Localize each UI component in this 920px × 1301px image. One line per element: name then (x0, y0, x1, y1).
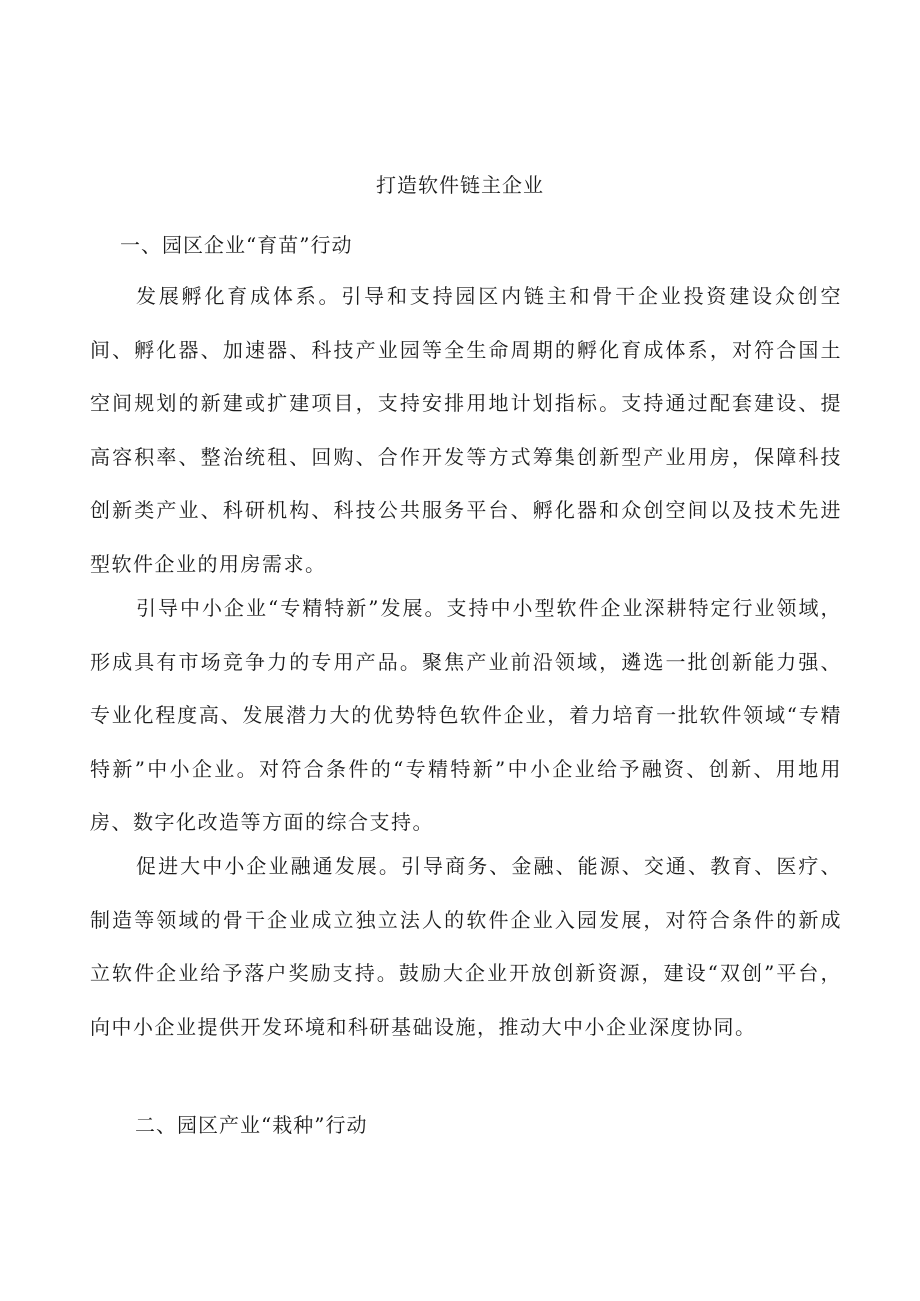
section-heading-2: 二、园区产业“栽种”行动 (135, 1113, 368, 1137)
paragraph-incubation: 发展孵化育成体系。引导和支持园区内链主和骨干企业投资建设众创空间、孵化器、加速器、科技产业园等全生命周期的孵化育成体系，对符合国土空间规划的新建或扩建项目，支持安排用地计划指标。支持通过配套建设、提高容积率、整治统租、回购、合作开发等方式筹集创新型产业用房，保障科技创新类产业、科研机构、科技公共服务平台、孵化器和众创空间以及技术先进型软件企业的用房需求。 (90, 284, 842, 576)
document-title: 打造软件链主企业 (376, 173, 544, 197)
paragraph-integrated-development: 促进大中小企业融通发展。引导商务、金融、能源、交通、教育、医疗、制造等领域的骨干企业成立独立法人的软件企业入园发展，对符合条件的新成立软件企业给予落户奖励支持。鼓励大企业开放创新资源，建设“双创”平台，向中小企业提供开发环境和科研基础设施，推动大中小企业深度协同。 (90, 854, 842, 1039)
section-heading-1: 一、园区企业“育苗”行动 (120, 233, 353, 257)
paragraph-specialized-smes: 引导中小企业“专精特新”发展。支持中小型软件企业深耕特定行业领域，形成具有市场竞争力的专用产品。聚焦产业前沿领域，遴选一批创新能力强、专业化程度高、发展潜力大的优势特色软件企业，着力培育一批软件领域“专精特新”中小企业。对符合条件的“专精特新”中小企业给予融资、创新、用地用房、数字化改造等方面的综合支持。 (90, 596, 842, 834)
